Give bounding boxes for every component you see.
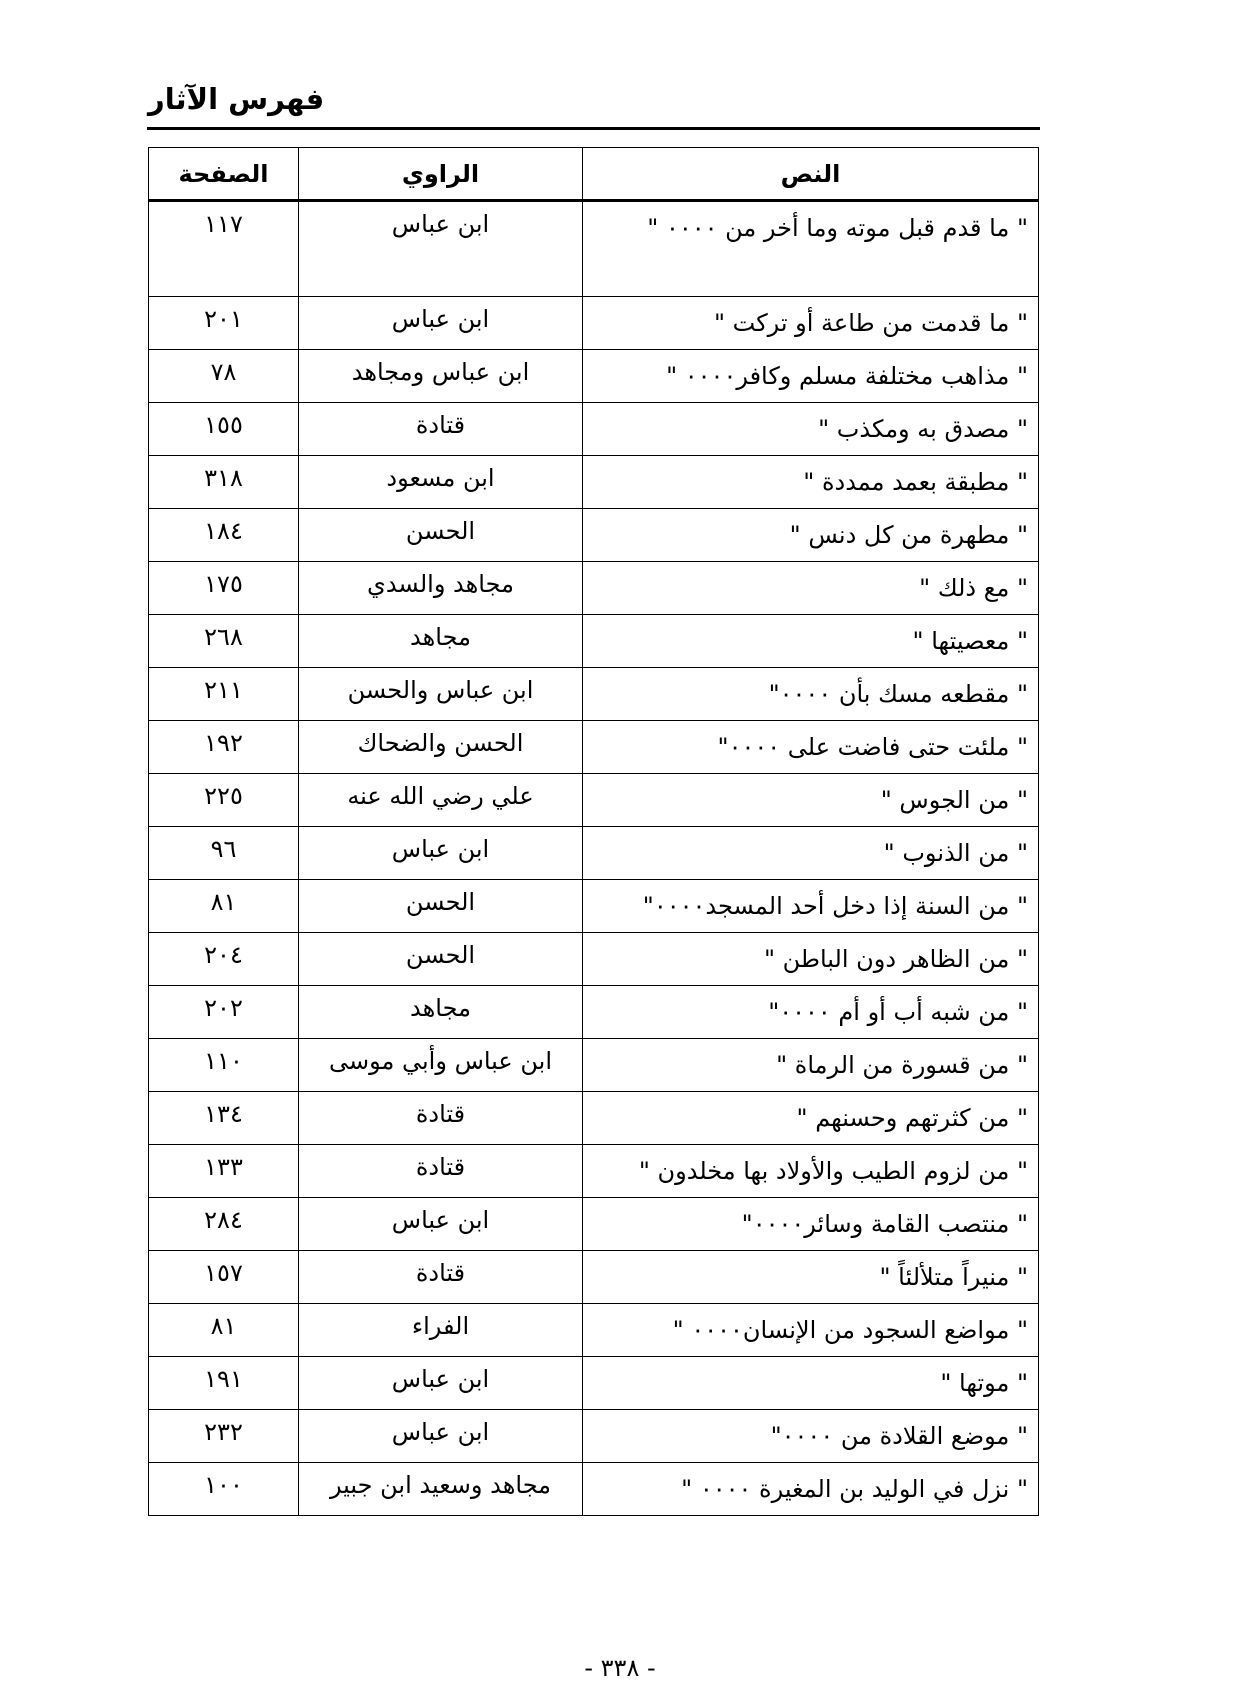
athar-text-cell: " مطهرة من كل دنس " — [583, 509, 1039, 562]
table-row — [149, 201, 1039, 297]
table-row — [149, 350, 1039, 403]
page-number-cell: ٢١١ — [149, 668, 299, 721]
table-row — [149, 668, 1039, 721]
narrator-cell: قتادة — [299, 1092, 583, 1145]
header-rule — [147, 127, 1040, 130]
athar-text-cell: " من الجوس " — [583, 774, 1039, 827]
column-header-narrator: الراوي — [299, 148, 583, 201]
table-row — [149, 933, 1039, 986]
column-header-text: النص — [583, 148, 1039, 201]
narrator-cell: علي رضي الله عنه — [299, 774, 583, 827]
narrator-cell: ابن عباس — [299, 827, 583, 880]
table-row — [149, 403, 1039, 456]
table-row — [149, 562, 1039, 615]
table-row — [149, 1145, 1039, 1198]
athar-text-cell: " من الظاهر دون الباطن " — [583, 933, 1039, 986]
narrator-cell: ابن عباس والحسن — [299, 668, 583, 721]
athar-text-cell: " مصدق به ومكذب " — [583, 403, 1039, 456]
table-row — [149, 827, 1039, 880]
page-number-cell: ١٣٣ — [149, 1145, 299, 1198]
narrator-cell: الحسن — [299, 509, 583, 562]
narrator-cell: ابن عباس وأبي موسى — [299, 1039, 583, 1092]
page-number-cell: ٢٣٢ — [149, 1410, 299, 1463]
narrator-cell: مجاهد — [299, 615, 583, 668]
table-row — [149, 1463, 1039, 1516]
page-number: - ٣٣٨ - — [584, 1654, 656, 1682]
athar-text-cell: " مواضع السجود من الإنسان٠٠٠٠ " — [583, 1304, 1039, 1357]
narrator-cell: قتادة — [299, 403, 583, 456]
page-number-cell: ١٥٥ — [149, 403, 299, 456]
table-row — [149, 880, 1039, 933]
page-number-cell: ٢٠٢ — [149, 986, 299, 1039]
table-row — [149, 1198, 1039, 1251]
table-header-row — [149, 148, 1039, 201]
page-number-cell: ١٩٢ — [149, 721, 299, 774]
athar-text-cell: " ما قدم قبل موته وما أخر من ٠٠٠٠ " — [583, 201, 1039, 297]
page-number-cell: ١١٧ — [149, 201, 299, 297]
page-number-cell: ٢٨٤ — [149, 1198, 299, 1251]
page-number-cell: ٩٦ — [149, 827, 299, 880]
page-number-cell: ١٧٥ — [149, 562, 299, 615]
narrator-cell: ابن عباس — [299, 297, 583, 350]
narrator-cell: ابن عباس — [299, 201, 583, 297]
narrator-cell: مجاهد وسعيد ابن جبير — [299, 1463, 583, 1516]
narrator-cell: ابن عباس — [299, 1410, 583, 1463]
page-number-cell: ٨١ — [149, 1304, 299, 1357]
table-row — [149, 986, 1039, 1039]
athar-text-cell: " منتصب القامة وسائر٠٠٠٠" — [583, 1198, 1039, 1251]
page-number-cell: ٣١٨ — [149, 456, 299, 509]
table-row — [149, 1304, 1039, 1357]
athar-text-cell: " من كثرتهم وحسنهم " — [583, 1092, 1039, 1145]
table-row — [149, 297, 1039, 350]
athar-text-cell: " منيراً متلألئاً " — [583, 1251, 1039, 1304]
page-number-cell: ٨١ — [149, 880, 299, 933]
athar-text-cell: " ملئت حتى فاضت على ٠٠٠٠" — [583, 721, 1039, 774]
page-number-cell: ١٠٠ — [149, 1463, 299, 1516]
page-number-cell: ١٥٧ — [149, 1251, 299, 1304]
athar-text-cell: " مذاهب مختلفة مسلم وكافر٠٠٠٠ " — [583, 350, 1039, 403]
narrator-cell: ابن عباس — [299, 1198, 583, 1251]
narrator-cell: الحسن — [299, 933, 583, 986]
athar-text-cell: " من قسورة من الرماة " — [583, 1039, 1039, 1092]
table-row — [149, 1251, 1039, 1304]
table-row — [149, 721, 1039, 774]
column-header-page: الصفحة — [149, 148, 299, 201]
page-number-cell: ١٣٤ — [149, 1092, 299, 1145]
narrator-cell: الحسن والضحاك — [299, 721, 583, 774]
narrator-cell: ابن عباس — [299, 1357, 583, 1410]
athar-text-cell: " معصيتها " — [583, 615, 1039, 668]
athar-text-cell: " ما قدمت من طاعة أو تركت " — [583, 297, 1039, 350]
athar-text-cell: " مع ذلك " — [583, 562, 1039, 615]
narrator-cell: مجاهد — [299, 986, 583, 1039]
athar-text-cell: " مقطعه مسك بأن ٠٠٠٠" — [583, 668, 1039, 721]
narrator-cell: الحسن — [299, 880, 583, 933]
narrator-cell: ابن عباس ومجاهد — [299, 350, 583, 403]
table-row — [149, 1410, 1039, 1463]
athar-text-cell: " نزل في الوليد بن المغيرة ٠٠٠٠ " — [583, 1463, 1039, 1516]
narrator-cell: ابن مسعود — [299, 456, 583, 509]
athar-text-cell: " من السنة إذا دخل أحد المسجد٠٠٠٠" — [583, 880, 1039, 933]
table-row — [149, 774, 1039, 827]
page-number-cell: ٢٠١ — [149, 297, 299, 350]
page-number-cell: ٢٢٥ — [149, 774, 299, 827]
athar-index-table — [148, 147, 1039, 1516]
page-number-cell: ٧٨ — [149, 350, 299, 403]
narrator-cell: قتادة — [299, 1251, 583, 1304]
table-row — [149, 1092, 1039, 1145]
table-row — [149, 615, 1039, 668]
page-number-cell: ١٨٤ — [149, 509, 299, 562]
table-row — [149, 1039, 1039, 1092]
narrator-cell: قتادة — [299, 1145, 583, 1198]
page-number-cell: ١٩١ — [149, 1357, 299, 1410]
athar-text-cell: " موضع القلادة من ٠٠٠٠" — [583, 1410, 1039, 1463]
narrator-cell: الفراء — [299, 1304, 583, 1357]
athar-text-cell: " من شبه أب أو أم ٠٠٠٠" — [583, 986, 1039, 1039]
athar-text-cell: " من لزوم الطيب والأولاد بها مخلدون " — [583, 1145, 1039, 1198]
narrator-cell: مجاهد والسدي — [299, 562, 583, 615]
page-number-cell: ٢٦٨ — [149, 615, 299, 668]
page-number-cell: ٢٠٤ — [149, 933, 299, 986]
page-number-cell: ١١٠ — [149, 1039, 299, 1092]
athar-text-cell: " موتها " — [583, 1357, 1039, 1410]
table-row — [149, 509, 1039, 562]
athar-text-cell: " من الذنوب " — [583, 827, 1039, 880]
athar-text-cell: " مطبقة بعمد ممددة " — [583, 456, 1039, 509]
table-row — [149, 456, 1039, 509]
page-header-title: فهرس الآثار — [148, 82, 325, 116]
table-row — [149, 1357, 1039, 1410]
